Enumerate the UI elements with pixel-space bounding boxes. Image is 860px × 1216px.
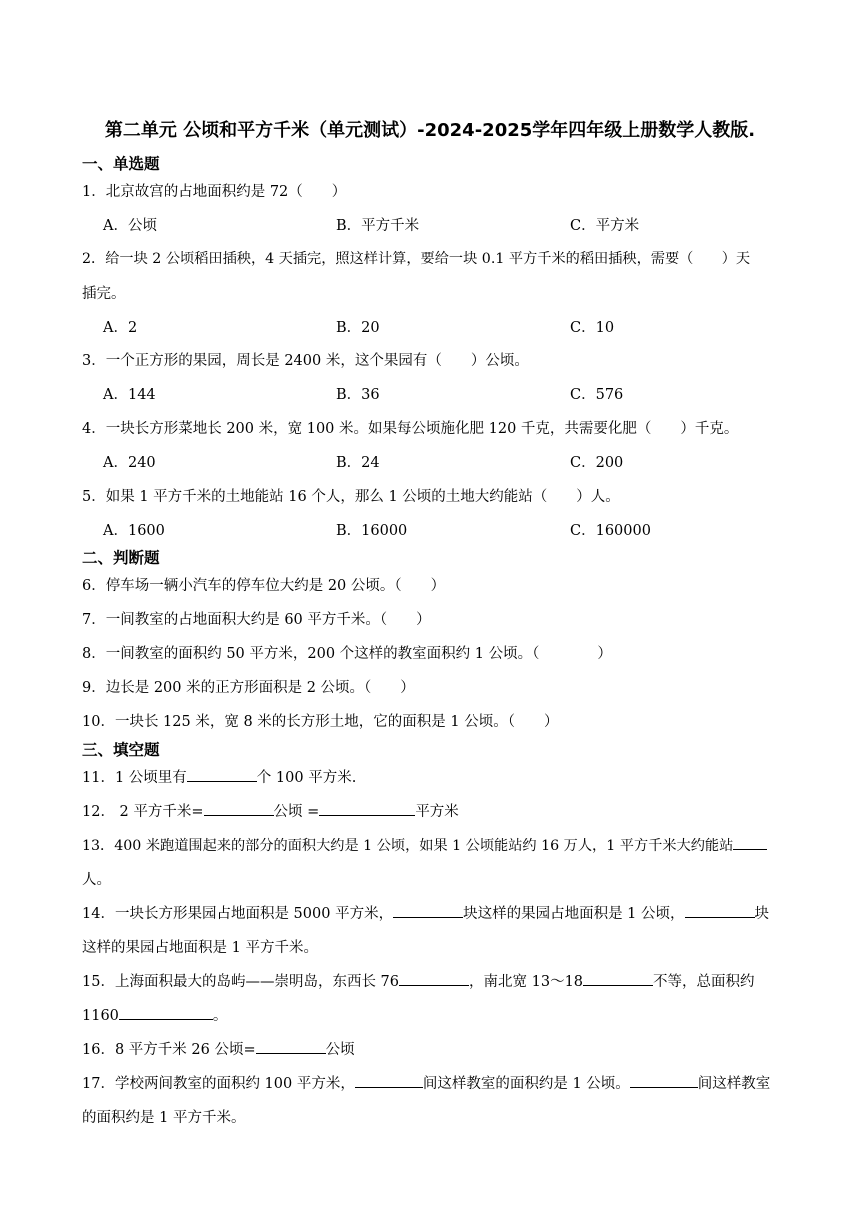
question-4-option-b: B．24 bbox=[336, 455, 380, 471]
question-14-text-mid: 块这样的果园占地面积是 1 公顷， bbox=[463, 906, 685, 922]
question-11-text: 11．1 公顷里有 bbox=[82, 770, 187, 786]
question-12-text-mid: 公顷 = bbox=[273, 804, 320, 820]
question-14-continued: 这样的果园占地面积是 1 平方千米。 bbox=[82, 940, 318, 956]
answer-blank[interactable] bbox=[685, 902, 755, 918]
section-true-false: 二、判断题 bbox=[82, 549, 160, 567]
answer-blank[interactable] bbox=[630, 1072, 698, 1088]
answer-blank[interactable] bbox=[204, 800, 274, 816]
question-17 bbox=[82, 1072, 770, 1093]
question-3-option-c: C．576 bbox=[570, 387, 624, 403]
question-15-text: 15．上海面积最大的岛屿——崇明岛，东西长 76 bbox=[82, 974, 400, 990]
question-14 bbox=[82, 902, 769, 923]
section-fill-blank: 三、填空题 bbox=[82, 741, 160, 759]
question-6: 6．停车场一辆小汽车的停车位大约是 20 公顷。（ ） bbox=[82, 578, 446, 594]
question-2-option-a: A．2 bbox=[103, 320, 138, 336]
question-4-option-c: C．200 bbox=[570, 455, 624, 471]
question-11 bbox=[82, 766, 356, 787]
question-12 bbox=[82, 800, 459, 821]
question-16-text: 16．8 平方千米 26 公顷= bbox=[82, 1042, 256, 1058]
question-9: 9．边长是 200 米的正方形面积是 2 公顷。（ ） bbox=[82, 680, 415, 696]
question-15 bbox=[82, 970, 755, 991]
question-12-text-end: 平方米 bbox=[415, 804, 459, 820]
question-15-text-end: 不等，总面积约 bbox=[653, 974, 755, 990]
question-4: 4．一块长方形菜地长 200 米，宽 100 米。如果每公顷施化肥 120 千克，共需要化肥（ ）千克。 bbox=[82, 421, 739, 437]
question-13-continued: 人。 bbox=[82, 872, 111, 888]
question-5-option-c: C．160000 bbox=[570, 523, 651, 539]
question-15-text-mid: ，南北宽 13～18 bbox=[469, 974, 584, 990]
question-2-continued: 插完。 bbox=[82, 286, 126, 302]
question-15-line2: 1160 bbox=[82, 1008, 119, 1024]
question-14-text: 14．一块长方形果园占地面积是 5000 平方米， bbox=[82, 906, 394, 922]
question-1-option-a: A．公顷 bbox=[103, 218, 157, 234]
answer-blank[interactable] bbox=[355, 1072, 423, 1088]
question-15-continued bbox=[82, 1004, 227, 1025]
answer-blank[interactable] bbox=[319, 800, 415, 816]
answer-blank[interactable] bbox=[583, 970, 653, 986]
question-3: 3．一个正方形的果园，周长是 2400 米，这个果园有（ ）公顷。 bbox=[82, 353, 529, 369]
question-5-option-a: A．1600 bbox=[103, 523, 165, 539]
answer-blank[interactable] bbox=[187, 766, 257, 782]
question-17-text: 17．学校两间教室的面积约 100 平方米， bbox=[82, 1076, 355, 1092]
question-13-text: 13．400 米跑道围起来的部分的面积大约是 1 公顷，如果 1 公顷能站约 16 万人，1 平方千米大约能站 bbox=[82, 838, 734, 854]
answer-blank[interactable] bbox=[399, 970, 469, 986]
question-8: 8．一间教室的面积约 50 平方米，200 个这样的教室面积约 1 公顷。（ ） bbox=[82, 646, 612, 662]
question-3-option-a: A．144 bbox=[103, 387, 156, 403]
question-2-option-b: B．20 bbox=[336, 320, 380, 336]
question-2-option-c: C．10 bbox=[570, 320, 615, 336]
question-2: 2．给一块 2 公顷稻田插秧，4 天插完，照这样计算，要给一块 0.1 平方千米的稻田插秧，需要（ ）天 bbox=[82, 251, 751, 267]
answer-blank[interactable] bbox=[733, 834, 767, 850]
question-11-text-end: 个 100 平方米. bbox=[256, 770, 357, 786]
question-1: 1．北京故宫的占地面积约是 72（ ） bbox=[82, 184, 347, 200]
question-3-option-b: B．36 bbox=[336, 387, 380, 403]
question-1-option-c: C．平方米 bbox=[570, 218, 640, 234]
question-16-text-end: 公顷 bbox=[325, 1042, 355, 1058]
section-single-choice: 一、单选题 bbox=[82, 155, 160, 173]
question-10: 10．一块长 125 米，宽 8 米的长方形土地，它的面积是 1 公顷。（ ） bbox=[82, 714, 559, 730]
question-17-continued: 的面积约是 1 平方千米。 bbox=[82, 1110, 246, 1126]
question-5-option-b: B．16000 bbox=[336, 523, 408, 539]
question-12-text: 12． 2 平方千米= bbox=[82, 804, 204, 820]
page-title: 第二单元 公顷和平方千米（单元测试）-2024-2025学年四年级上册数学人教版. bbox=[104, 120, 756, 141]
answer-blank[interactable] bbox=[393, 902, 463, 918]
question-7: 7．一间教室的占地面积大约是 60 平方千米。（ ） bbox=[82, 612, 431, 628]
question-4-option-a: A．240 bbox=[103, 455, 156, 471]
answer-blank[interactable] bbox=[119, 1004, 213, 1020]
answer-blank[interactable] bbox=[256, 1038, 326, 1054]
question-15-line2-end: 。 bbox=[212, 1008, 228, 1024]
question-1-option-b: B．平方千米 bbox=[336, 218, 420, 234]
question-16 bbox=[82, 1038, 355, 1059]
question-17-text-end: 间这样教室 bbox=[697, 1076, 771, 1092]
question-13 bbox=[82, 834, 767, 855]
question-5: 5．如果 1 平方千米的土地能站 16 个人，那么 1 公顷的土地大约能站（ ）人。 bbox=[82, 489, 620, 505]
question-17-text-mid: 间这样教室的面积约是 1 公顷。 bbox=[422, 1076, 630, 1092]
question-14-text-end: 块 bbox=[754, 906, 770, 922]
